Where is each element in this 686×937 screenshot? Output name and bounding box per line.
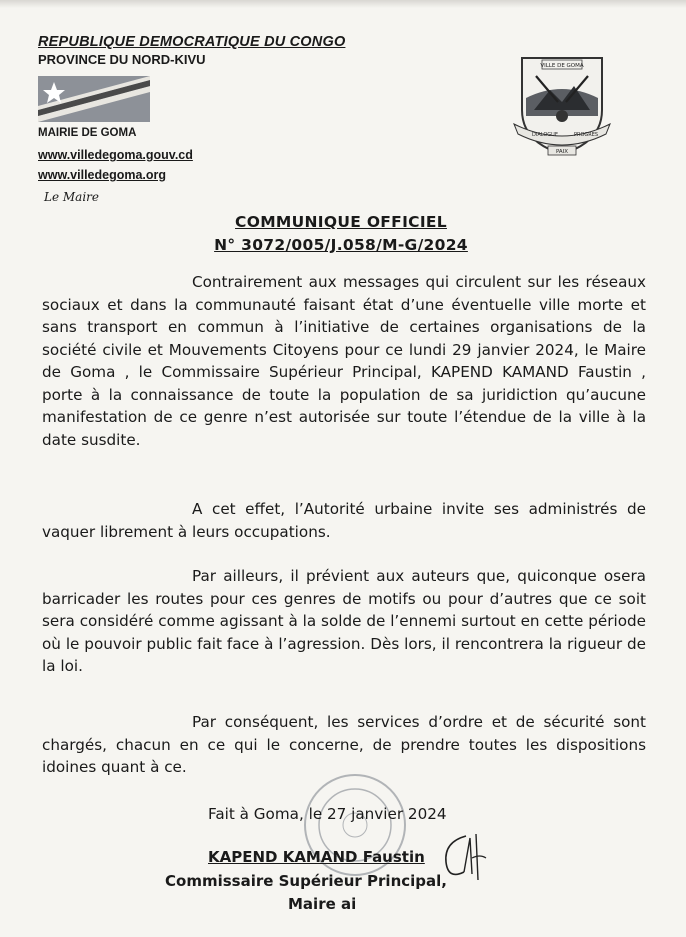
le-maire-script: Le Maire [44,190,100,204]
paragraph-4: Par conséquent, les services d’ordre et de sécurité sont chargés, chacun en ce qui le concerne, de prendre toutes les dispositions idoines quant à ce. [42,713,646,776]
paragraph-3: Par ailleurs, il prévient aux auteurs que, quiconque osera barricader les routes pour ces genres de motifs ou pour d’autres que ce soit sera considéré comme agissant à la solde de l’ennemi surtout en cette période où le pouvoir public fait face à l’agression. Dès lors, il rencontrera la rigueur de la loi. [42,567,646,675]
website-org-link[interactable]: www.villedegoma.org [38,168,167,182]
seal-top-text: VILLE DE GOMA [540,63,584,69]
signatory-rank: Commissaire Supérieur Principal, [165,872,447,890]
seal-motto-right: PROGRES [574,132,599,138]
scan-top-shadow [0,0,686,8]
paragraph-1: Contrairement aux messages qui circulent sur les réseaux sociaux et dans la communauté faisant état d’une éventuelle ville morte et sans transport en commun à l’initiative de certaines organisations de la société civile et Mouvements Citoyens pour ce lundi 29 janvier 2024, le Maire de Goma , le Commissaire Supérieur Principal, KAPEND KAMAND Faustin , porte à la connaissance de toute la population de sa juridiction qu’aucune manifestation de ce genre n’est autorisée sur toute l’étendue de la ville à la date susdite. [42,273,646,449]
date-line: Fait à Goma, le 27 janvier 2024 [208,805,447,823]
mairie-label: MAIRIE DE GOMA [38,127,137,139]
goma-city-seal-icon [512,50,612,162]
seal-motto-left: DIALOGUE [532,132,558,138]
website-gouv-link[interactable]: www.villedegoma.gouv.cd [38,148,193,162]
seal-motto-bottom: PAIX [555,149,569,155]
signatory-name: KAPEND KAMAND Faustin [208,848,425,866]
drc-flag-icon [38,76,150,122]
handwritten-signature-icon [436,828,496,888]
letterhead [38,34,438,67]
country-name: REPUBLIQUE DEMOCRATIQUE DU CONGO [38,34,346,50]
communique-title: COMMUNIQUE OFFICIEL [235,213,447,231]
province-name: PROVINCE DU NORD-KIVU [38,52,206,67]
signatory-role: Maire ai [288,895,357,913]
communique-number: N° 3072/005/J.058/M-G/2024 [214,236,468,254]
paragraph-2: A cet effet, l’Autorité urbaine invite ses administrés de vaquer librement à leurs occupations. [42,500,646,541]
